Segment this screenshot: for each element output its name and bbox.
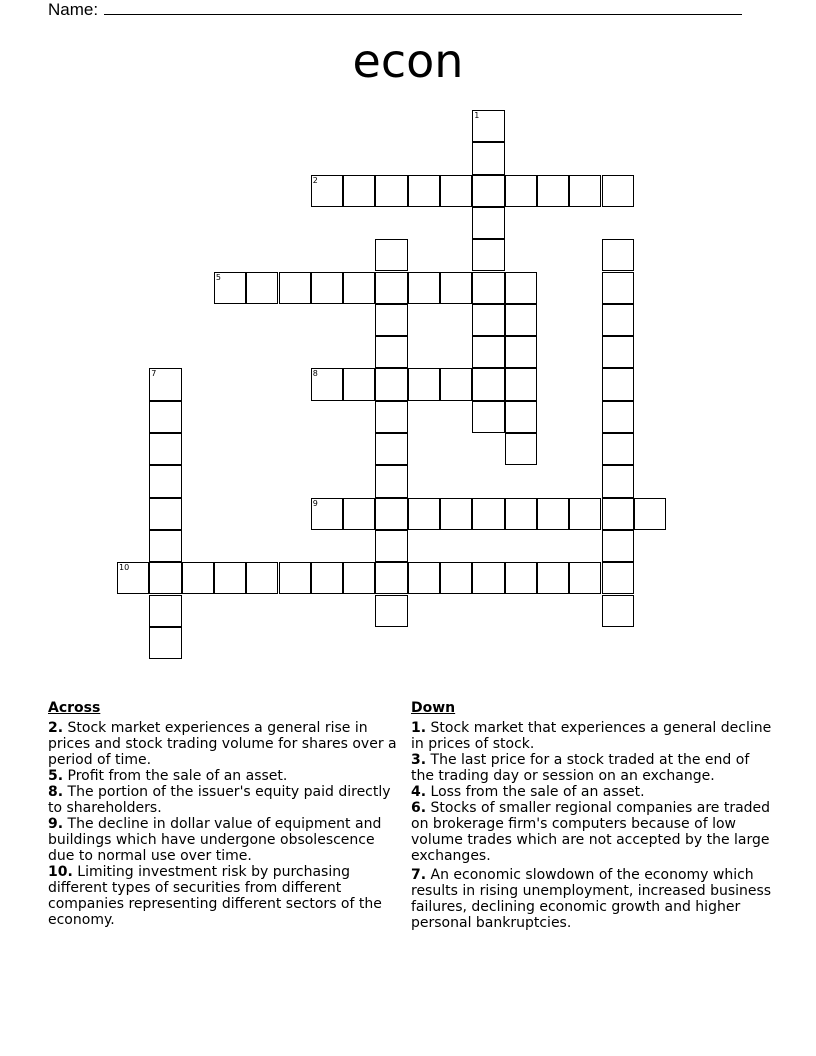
clue-number-label: 10.: [48, 864, 73, 880]
across-clue: [48, 720, 400, 768]
grid-cell[interactable]: [149, 465, 181, 497]
grid-cell[interactable]: [149, 433, 181, 465]
grid-cell[interactable]: [279, 272, 311, 304]
grid-cell[interactable]: [472, 368, 504, 400]
grid-cell[interactable]: [440, 272, 472, 304]
across-clue: [48, 864, 400, 928]
grid-cell[interactable]: [602, 239, 634, 271]
grid-cell[interactable]: [537, 498, 569, 530]
clue-text: An economic slowdown of the economy which results in rising unemployment, increased business failures, declining economic growth and higher personal bankruptcies.: [411, 867, 772, 931]
clue-number: 7: [151, 369, 157, 379]
grid-cell[interactable]: [472, 562, 504, 594]
grid-cell[interactable]: [537, 562, 569, 594]
grid-cell[interactable]: [472, 272, 504, 304]
grid-cell[interactable]: [149, 530, 181, 562]
clue-number: 10: [119, 563, 130, 573]
grid-cell[interactable]: [375, 562, 407, 594]
grid-cell[interactable]: [602, 304, 634, 336]
grid-cell[interactable]: [602, 401, 634, 433]
grid-cell[interactable]: [569, 562, 601, 594]
grid-cell[interactable]: [375, 595, 407, 627]
clue-text: Loss from the sale of an asset.: [426, 784, 645, 800]
grid-cell[interactable]: [440, 175, 472, 207]
down-heading: Down: [411, 700, 456, 716]
grid-cell[interactable]: [408, 368, 440, 400]
clue-text: The last price for a stock traded at the end of the trading day or session on an exchange.: [411, 752, 750, 784]
grid-cell[interactable]: [505, 272, 537, 304]
grid-cell[interactable]: [311, 175, 343, 207]
grid-cell[interactable]: [311, 368, 343, 400]
down-clue: [411, 800, 773, 864]
grid-cell[interactable]: [505, 368, 537, 400]
clue-number: 2: [312, 175, 318, 185]
grid-cell[interactable]: [505, 401, 537, 433]
grid-cell[interactable]: [375, 498, 407, 530]
grid-cell[interactable]: [472, 401, 504, 433]
down-clue: [411, 784, 773, 800]
clue-number-label: 9.: [48, 816, 64, 832]
grid-cell[interactable]: [214, 562, 246, 594]
grid-cell[interactable]: [149, 562, 181, 594]
grid-cell[interactable]: [472, 498, 504, 530]
clue-text: Stock market experiences a general rise in prices and stock trading volume for shares over a period of time.: [48, 720, 397, 768]
grid-cell[interactable]: [311, 272, 343, 304]
clue-text: Stock market that experiences a general decline in prices of stock.: [411, 720, 772, 752]
grid-cell[interactable]: [472, 142, 504, 174]
grid-cell[interactable]: [440, 368, 472, 400]
down-clues: [411, 700, 773, 931]
grid-cell[interactable]: [408, 175, 440, 207]
grid-cell[interactable]: [440, 562, 472, 594]
grid-cell[interactable]: [375, 530, 407, 562]
grid-cell[interactable]: [343, 175, 375, 207]
across-clue-list: [48, 720, 400, 928]
grid-cell[interactable]: [375, 401, 407, 433]
clue-number-label: 3.: [411, 752, 427, 768]
grid-cell[interactable]: [602, 336, 634, 368]
clue-text: Stocks of smaller regional companies are traded on brokerage firm's computers because of low volume trades which are not accepted by the large exchanges.: [411, 800, 771, 864]
clue-number-label: 4.: [411, 784, 427, 800]
grid-cell[interactable]: [602, 595, 634, 627]
grid-cell[interactable]: [602, 175, 634, 207]
down-clue: [411, 867, 773, 931]
grid-cell[interactable]: [375, 368, 407, 400]
grid-cell[interactable]: [375, 304, 407, 336]
across-clue: [48, 816, 400, 864]
grid-cell[interactable]: [408, 562, 440, 594]
grid-cell[interactable]: [375, 272, 407, 304]
across-clues: [48, 700, 400, 928]
grid-cell[interactable]: [472, 304, 504, 336]
down-clue: [411, 720, 773, 752]
clue-number-label: 8.: [48, 784, 64, 800]
grid-cell[interactable]: [246, 562, 278, 594]
grid-cell[interactable]: [408, 498, 440, 530]
grid-cell[interactable]: [602, 433, 634, 465]
grid-cell[interactable]: [279, 562, 311, 594]
grid-cell[interactable]: [343, 368, 375, 400]
grid-cell[interactable]: [634, 498, 666, 530]
clue-number: 5: [215, 272, 221, 282]
clue-number-label: 7.: [411, 867, 427, 883]
grid-cell[interactable]: [149, 595, 181, 627]
grid-cell[interactable]: [537, 175, 569, 207]
grid-cell[interactable]: [343, 562, 375, 594]
clue-text: Limiting investment risk by purchasing different types of securities from different companies representing different sectors of the economy.: [48, 864, 382, 928]
grid-cell[interactable]: [472, 336, 504, 368]
grid-cell[interactable]: [214, 272, 246, 304]
across-heading: Across: [48, 700, 101, 716]
grid-cell[interactable]: [602, 465, 634, 497]
grid-cell[interactable]: [505, 336, 537, 368]
grid-cell[interactable]: [602, 530, 634, 562]
grid-cell[interactable]: [569, 175, 601, 207]
clue-number: 9: [312, 498, 318, 508]
grid-cell[interactable]: [375, 239, 407, 271]
across-clue: [48, 768, 400, 784]
down-clue: [411, 752, 773, 784]
grid-cell[interactable]: [472, 239, 504, 271]
clue-number-label: 6.: [411, 800, 427, 816]
grid-cell[interactable]: [602, 368, 634, 400]
grid-cell[interactable]: [375, 336, 407, 368]
grid-cell[interactable]: [505, 304, 537, 336]
grid-cell[interactable]: [343, 272, 375, 304]
clue-number-label: 2.: [48, 720, 64, 736]
grid-cell[interactable]: [311, 498, 343, 530]
grid-cell[interactable]: [117, 562, 149, 594]
grid-cell[interactable]: [440, 498, 472, 530]
grid-cell[interactable]: [505, 498, 537, 530]
grid-cell[interactable]: [505, 175, 537, 207]
grid-cell[interactable]: [602, 498, 634, 530]
name-label: Name:: [48, 0, 99, 19]
grid-cell[interactable]: [149, 498, 181, 530]
clue-number: 8: [312, 369, 318, 379]
across-clue: [48, 784, 400, 816]
clue-number-label: 1.: [411, 720, 427, 736]
grid-cell[interactable]: [505, 433, 537, 465]
grid-cell[interactable]: [375, 465, 407, 497]
grid-cell[interactable]: [472, 110, 504, 142]
grid-cell[interactable]: [182, 562, 214, 594]
grid-cell[interactable]: [602, 562, 634, 594]
grid-cell[interactable]: [375, 175, 407, 207]
puzzle-title: econ: [352, 34, 464, 88]
clue-number-label: 5.: [48, 768, 64, 784]
grid-cell[interactable]: [149, 627, 181, 659]
grid-cell[interactable]: [408, 272, 440, 304]
grid-cell[interactable]: [311, 562, 343, 594]
grid-cell[interactable]: [149, 401, 181, 433]
grid-cell[interactable]: [505, 562, 537, 594]
clue-text: The portion of the issuer's equity paid directly to shareholders.: [48, 784, 391, 816]
grid-cell[interactable]: [246, 272, 278, 304]
down-clue-list: [411, 720, 773, 931]
clue-text: Profit from the sale of an asset.: [63, 768, 288, 784]
clue-text: The decline in dollar value of equipment and buildings which have undergone obsolescence due to normal use over time.: [48, 816, 382, 864]
grid-cell[interactable]: [472, 175, 504, 207]
grid-cell[interactable]: [602, 272, 634, 304]
grid-cell[interactable]: [472, 207, 504, 239]
grid-cell[interactable]: [343, 498, 375, 530]
grid-cell[interactable]: [375, 433, 407, 465]
clue-number: 1: [474, 111, 480, 120]
grid-cell[interactable]: [569, 498, 601, 530]
grid-cell[interactable]: [149, 368, 181, 400]
